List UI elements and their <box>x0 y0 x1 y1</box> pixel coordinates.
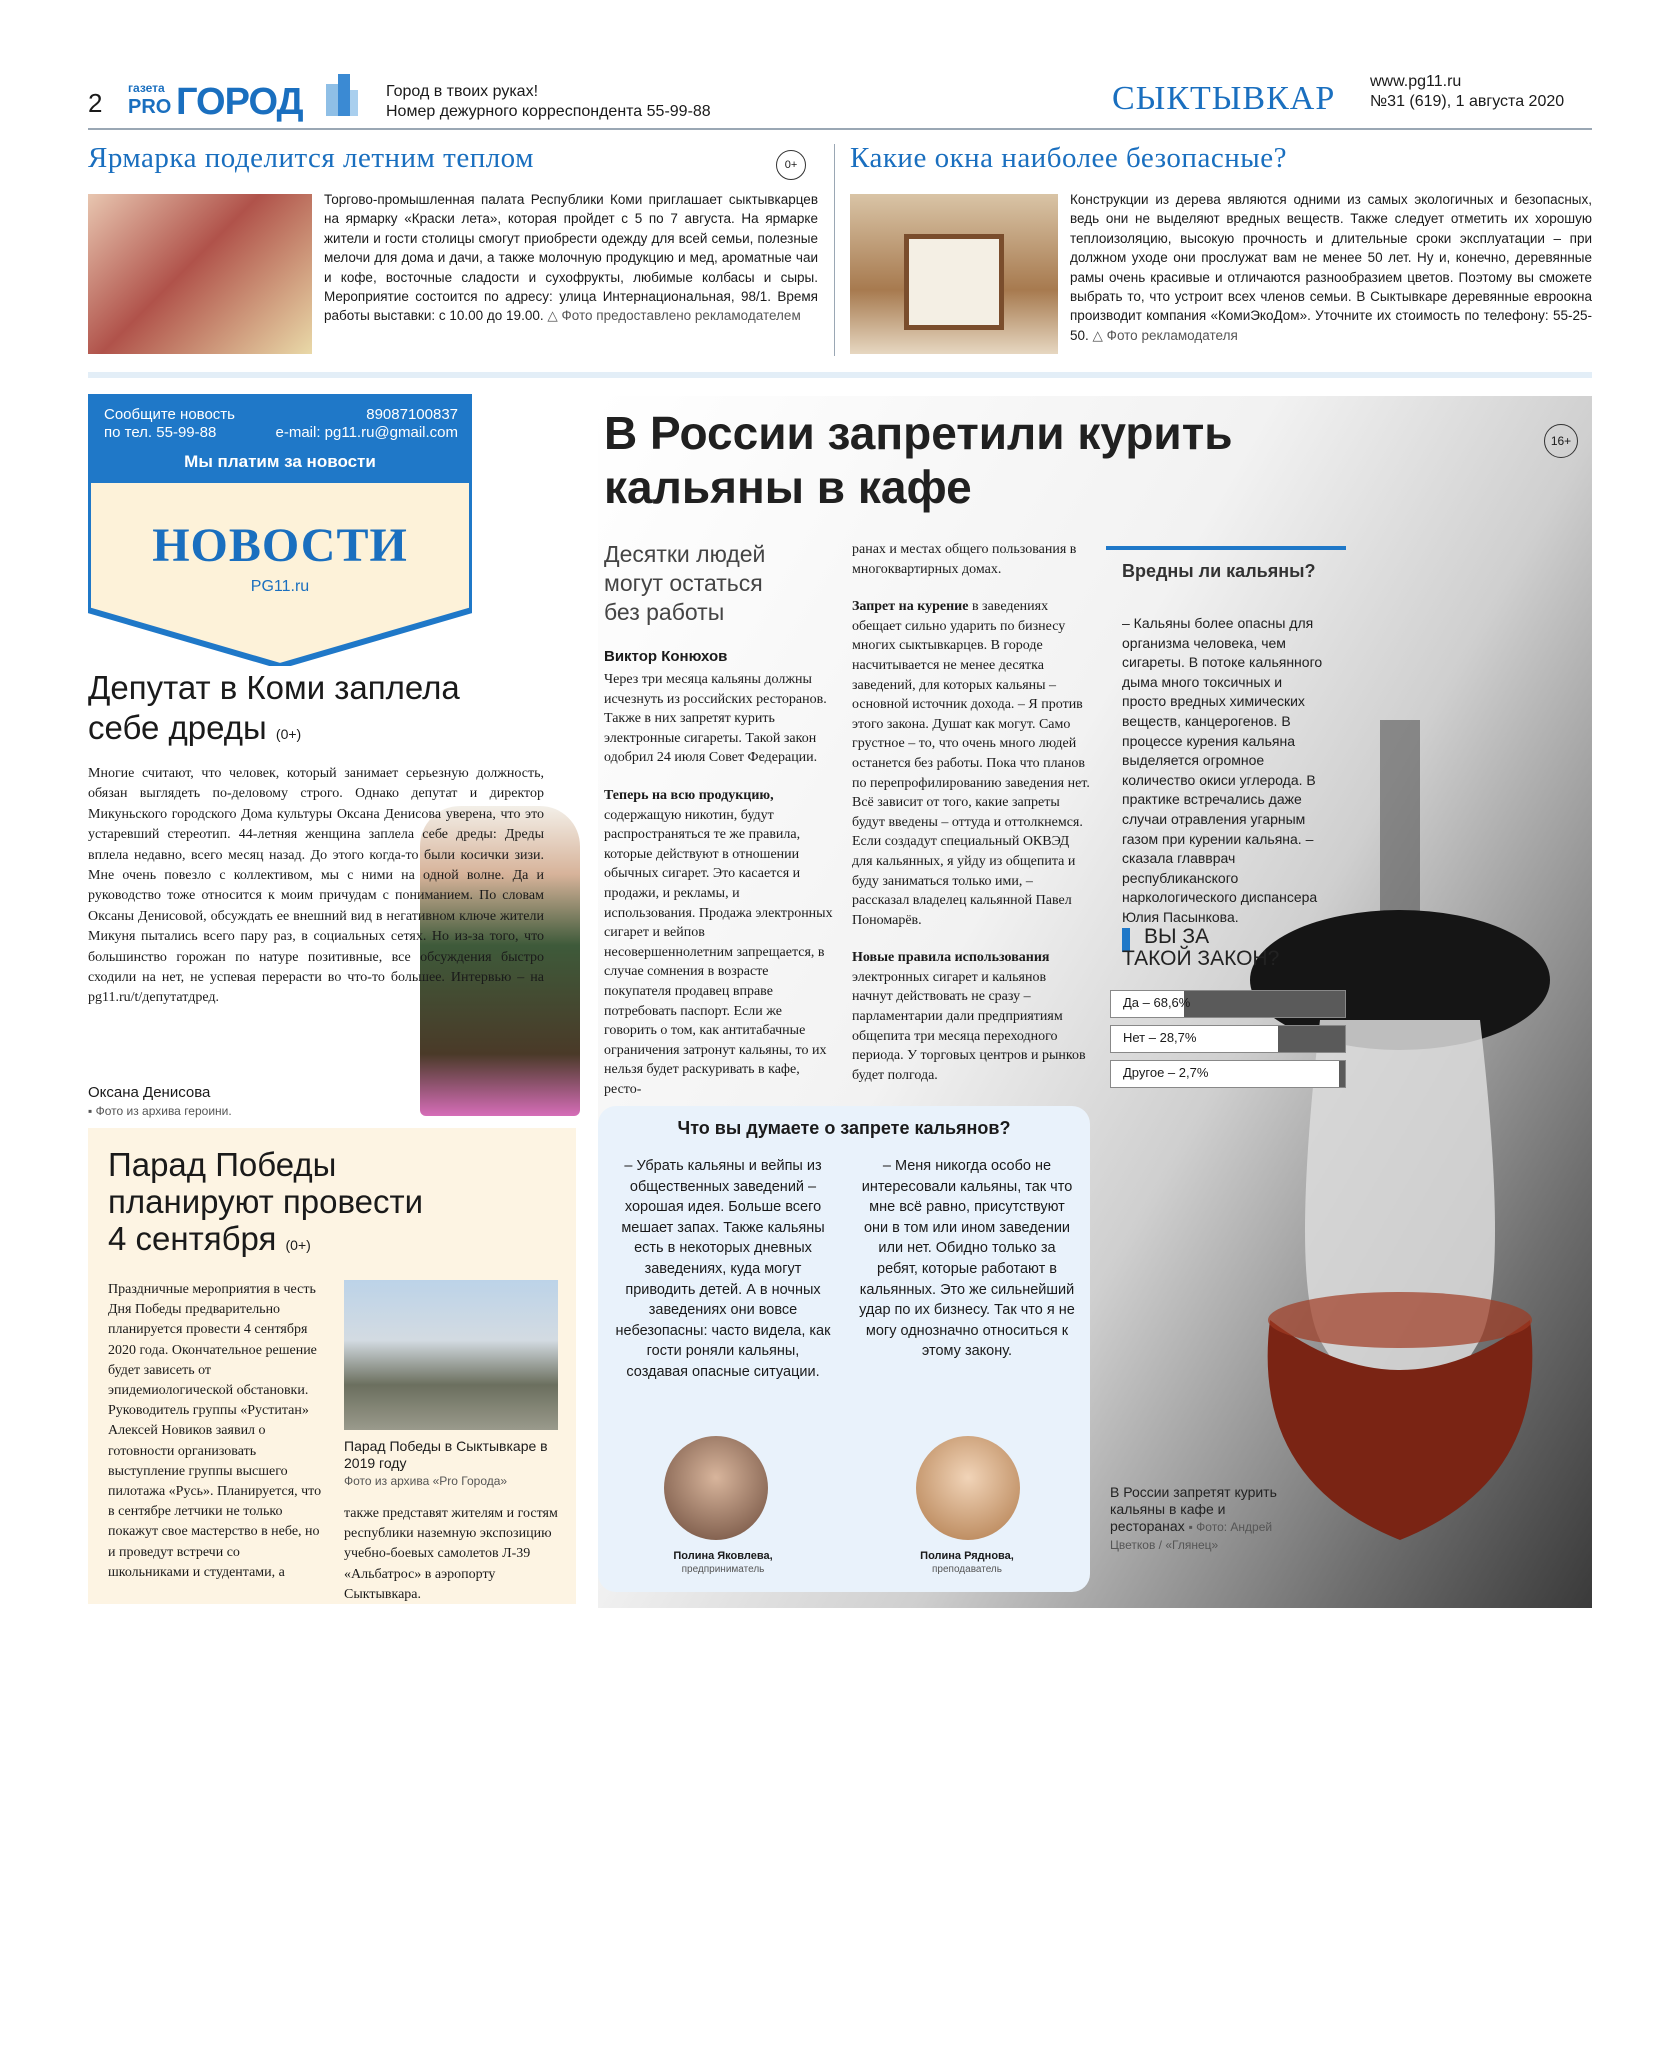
deputy-caption-credit: ▪ Фото из архива героини. <box>88 1104 232 1118</box>
news-chevron-shape <box>88 480 472 666</box>
header-rule <box>88 128 1592 130</box>
avatar <box>916 1436 1020 1540</box>
news-title: НОВОСТИ <box>152 519 408 572</box>
parade-age-rating: (0+) <box>285 1237 311 1253</box>
site-link[interactable]: www.pg11.ru <box>1370 73 1462 90</box>
opinion-title: Что вы думаете о запрете кальянов? <box>677 1118 1011 1138</box>
windows-photo-credit: △ Фото рекламодателя <box>1092 327 1238 343</box>
windows-body: Конструкции из дерева являются одними из самых экологичных и безопасных, ведь они не выделяют вредных веществ. Также следует отметить их хорошую теплоизоляцию, высокую прочность и длительные сроки эксплуатации – при должном уходе они прослужат вам не менее 50 лет. Ну и, конечно, деревянные рамы очень красивые и отличаются разнообразием цветов. Поэтому вы сможете выбрать то, что устроит всех членов семьи. В Сыктывкаре деревянные евроокна производит компания «КомиЭкоДом». Уточните их стоимость по телефону: 55-25-50. △ Фото рекламодателя <box>1070 192 1592 343</box>
logo-main: ГОРОД <box>176 81 303 123</box>
news-promo-header: Сообщите новость по тел. 55-99-88 89087100837 e-mail: pg11.ru@gmail.com Мы платим за новости <box>88 394 472 480</box>
side-panel-body: – Кальяны более опасны для организма человека, чем сигареты. В потоке кальянного дыма много токсичных и просто вредных химических веществ, канцерогенов. В процессе курения кальяна выделяется огромное количество окиси углерода. В практике встречались даже случаи отравления угарным газом при курении кальяна. – сказала главврач республиканского наркологического диспансера Юлия Пасынкова. <box>1122 615 1323 925</box>
deputy-headline: Депутат в Коми заплела себе дреды (0+) <box>88 669 460 746</box>
news-promo-box <box>88 394 472 664</box>
opinion-name-2: Полина Ряднова, <box>920 1550 1014 1562</box>
promo-pay-line: Мы платим за новости <box>184 452 376 471</box>
promo-email[interactable]: e-mail: pg11.ru@gmail.com <box>275 424 458 441</box>
poll-results <box>1110 990 1346 1088</box>
city-name: СЫКТЫВКАР <box>1112 80 1336 117</box>
news-site[interactable]: PG11.ru <box>250 578 310 595</box>
poll-bar <box>1278 1026 1345 1052</box>
fair-photo-credit: △ Фото предоставлено рекламодателем <box>547 308 801 324</box>
side-panel-title: Вредны ли кальяны? <box>1122 561 1316 581</box>
opinion-box <box>598 1106 1090 1592</box>
parade-body: Праздничные мероприятия в честь Дня Победы предварительно планируется провести 4 сентября 2020 года. Окончательное решение будет зависеть от эпидемиологической обстановки. Руководитель группы «Руститан» Алексей Новиков заявил о готовности организовать выступление группы высшего пилотажа «Русь». Планируется, что в сентябре летчики не только покажут свое мастерство в небе, но и проведут встречи со школьниками и студентами, а <box>108 1282 322 1580</box>
deputy-body: Многие считают, что человек, который занимает серьезную должность, обязан выглядеть по-деловому строго. Однако депутат и директор Микуньского городского Дома культуры Оксана Денисова уверена, что это устаревший стереотип. 44-летняя женщина заплела себе дреды: Дреды вплела недавно, всего месяц назад. До этого когда-то были косички зизи. Мне очень повезло с коллективом, мы с ними на одной волне. Да и руководство тоже относится к моим причудам с пониманием. По словам Оксаны Денисовой, обсуждать ее внешний вид в негативном ключе жители Микуня пытались всего пару раз, в социальных сетях. Но из-за того, что большинство горожан по натуре позитивные, все обсуждения быстро сходили на нет, не успевая перерасти во что-то большее. Интервью – на pg11.ru/t/депутатдред. <box>88 766 544 1006</box>
hookah-col2: ранах и местах общего пользования в многоквартирных домах. Запрет на курение в заведениях обещает сильно ударить по бизнесу многих сыктывкарцев. В городе насчитывается не менее десятка заведений, для которых кальяны – основной источник дохода. – Я против этого закона. Душат как могут. Само грустное – то, что очень много людей останется без работы. Пока что планов по перепрофилированию заведения нет. Всё зависит от того, какие запреты будут введены – оттуда и оттолкнемся. Если создадут специальный ОКВЭД для кальянных, я уйду из общепита и буду заниматься только ими, – рассказал владелец кальянной Павел Пономарёв. Новые правила использования электронных сигарет и кальянов начнут действовать не сразу – парламентарии дали предприятиям общепита три месяца переходного периода. У торговых центров и рынков будет полгода. <box>852 542 1090 1083</box>
building-icon <box>324 72 360 118</box>
opinion-quote-2: – Меня никогда особо не интересовали кальяны, так что мне всё равно, присутствуют они в том или ином заведении или нет. Обидно только за ребят, которые работают в кальянных. Это же сильнейший удар по их бизнесу. Так что я не могу однозначно относиться к этому закону. <box>859 1158 1075 1360</box>
poll-option: Нет – 28,7% <box>1110 1025 1346 1053</box>
header-tagline: Город в твоих руках! Номер дежурного корреспондента 55-99-88 <box>386 83 711 120</box>
page-number: 2 <box>88 88 103 118</box>
age-rating-badge: 0+ <box>776 150 806 180</box>
promo-phone[interactable]: 89087100837 <box>366 406 458 423</box>
opinion-role-1: предприниматель <box>681 1564 765 1575</box>
parade-photo-caption: Парад Победы в Сыктывкаре в 2019 году <box>344 1438 548 1471</box>
poll-option: Да – 68,6% <box>1110 990 1346 1018</box>
side-panel-rule <box>1106 546 1346 550</box>
issue-info <box>1370 72 1564 112</box>
hookah-photo-caption: В России запретят курить кальяны в кафе и ресторанах ▪ Фото: Андрей Цветков / «Глянец» <box>1110 1484 1277 1552</box>
hookah-author: Виктор Конюхов <box>604 648 728 665</box>
issue-number: №31 (619), 1 августа 2020 <box>1370 93 1565 110</box>
poll-bar <box>1184 991 1345 1017</box>
windows-headline: Какие окна наиболее безопасные? <box>850 142 1287 174</box>
parade-headline: Парад Победы планируют провести 4 сентября (0+) <box>108 1146 424 1257</box>
parade-photo-credit: Фото из архива «Pro Города» <box>344 1474 508 1488</box>
fair-headline: Ярмарка поделится летним теплом <box>88 142 534 174</box>
opinion-role-2: преподаватель <box>932 1564 1002 1575</box>
hookah-subtitle: Десятки людей могут остаться без работы <box>604 541 766 625</box>
poll-option: Другое – 2,7% <box>1110 1060 1346 1088</box>
opinion-quote-1: – Убрать кальяны и вейпы из общественных заведений – хорошая идея. Больше всего мешает запах. Также кальяны есть в некоторых дневных заведениях, куда могут приводить детей. А в ночных заведениях они вовсе небезопасны: часто видела, как гости роняли кальяны, создавая опасные ситуации. <box>615 1158 831 1380</box>
section-band <box>88 372 1592 378</box>
poll-bar <box>1339 1061 1345 1087</box>
fair-photo <box>88 194 312 354</box>
column-divider <box>834 144 835 356</box>
hookah-col1: Через три месяца кальяны должны исчезнуть из российских ресторанов. Также в них запретят курить электронные сигареты. Такой закон одобрил 24 июля Совет Федерации. Теперь на всю продукцию, содержащую никотин, будут распространяться те же правила, которые действуют в отношении обычных сигарет. Это касается и продажи, и рекламы, и использования. Продажа электронных сигарет и вейпов несовершеннолетним запрещается, в случае сомнения в возрасте покупателя продавец вправе потребовать паспорт. Если же говорить о том, как антитабачные ограничения затронут кальяны, то их нельзя будет раскуривать в кафе, ресто- <box>604 672 833 1097</box>
avatar <box>664 1436 768 1540</box>
deputy-caption-name: Оксана Денисова <box>88 1084 211 1101</box>
fair-body: Торгово-промышленная палата Республики Коми приглашает сыктывкарцев на ярмарку «Краски лета», которая пройдет с 5 по 7 августа. На ярмарке жители и гости столицы смогут приобрести одежду для всей семьи, полезные мелочи для дома и дачи, а также молочную продукцию и мед, ароматные чаи и кофе, восточные сладости и сухофрукты, любимые колбасы и сыры. Мероприятие состоится по адресу: улица Интернациональная, 98/1. Время работы выставки: с 10.00 до 19.00. △ Фото предоставлено рекламодателем <box>324 192 818 324</box>
hookah-photo-credit: ▪ Фото: Андрей Цветков / «Глянец» <box>1110 1520 1273 1552</box>
hookah-headline: В России запретили курить кальяны в кафе <box>604 407 1233 513</box>
logo-pro: PRO <box>128 96 172 118</box>
hookah-age-rating: 16+ <box>1544 424 1578 458</box>
parade-photo <box>344 1280 558 1430</box>
deputy-age-rating: (0+) <box>275 726 302 742</box>
parade-body-continued: также представят жителям и гостям республики наземную экспозицию учебно-боевых самолетов Л-39 «Альбатрос» в аэропорту Сыктывкара. <box>344 1506 558 1602</box>
newspaper-logo <box>128 81 303 124</box>
logo-small: газета <box>128 81 165 95</box>
opinion-name-1: Полина Яковлева, <box>673 1550 773 1562</box>
window-photo <box>850 194 1058 354</box>
poll-title: ВЫ ЗА ТАКОЙ ЗАКОН? <box>1122 925 1280 970</box>
